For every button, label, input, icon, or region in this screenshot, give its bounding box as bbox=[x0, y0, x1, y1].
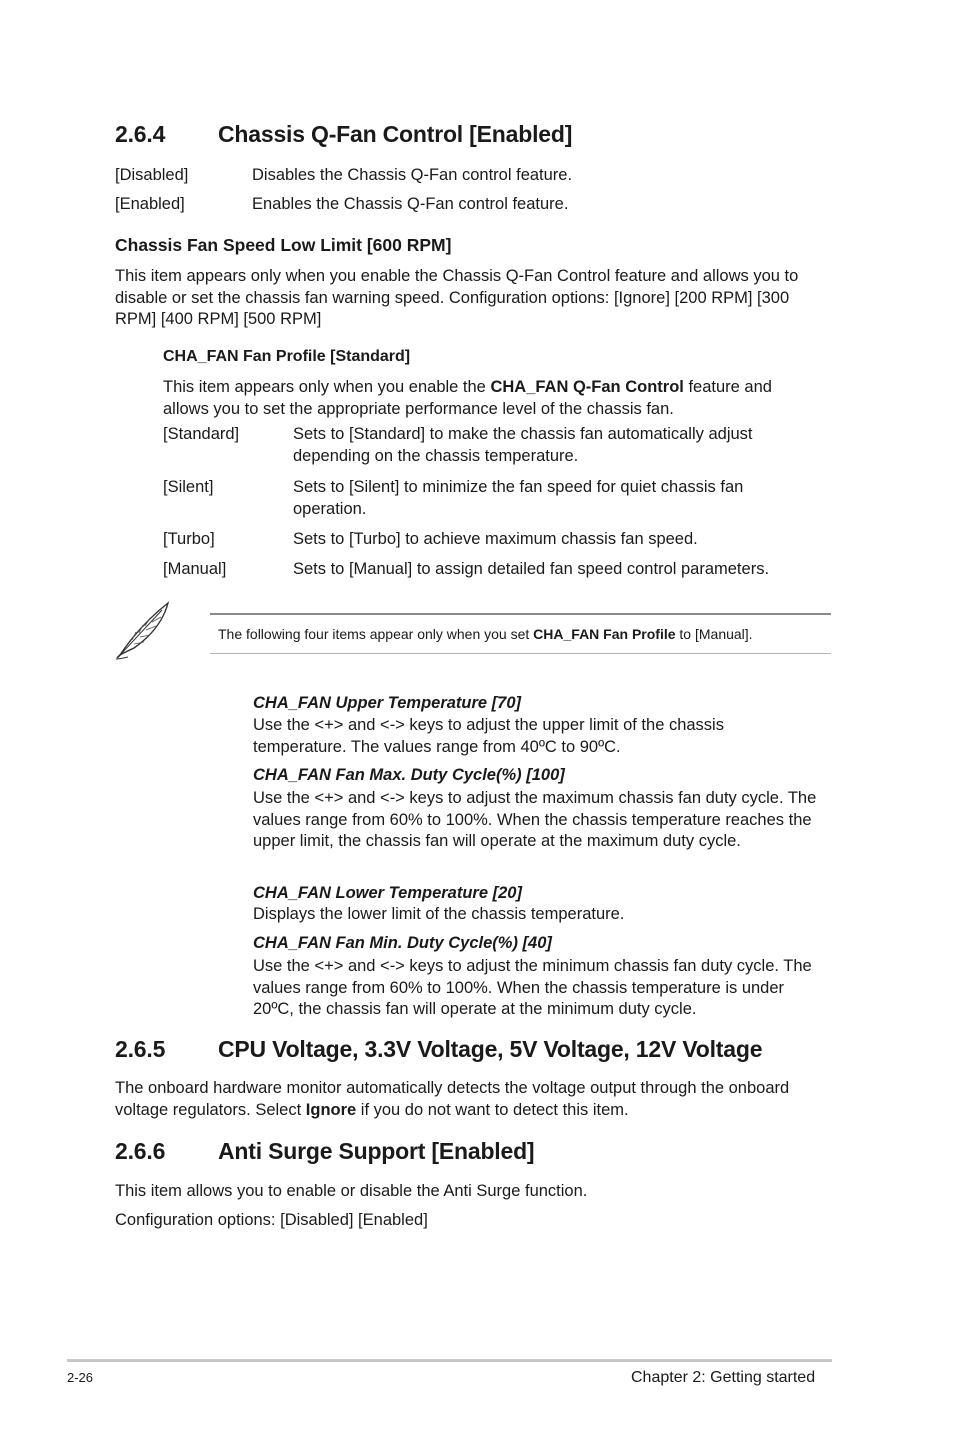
subsection-title-speed-limit: Chassis Fan Speed Low Limit [600 RPM] bbox=[115, 235, 452, 255]
note-bottom-rule bbox=[210, 653, 831, 654]
section-heading-2-6-4 bbox=[115, 121, 835, 151]
section-heading-2-6-6 bbox=[115, 1138, 835, 1168]
page-number: 2-26 bbox=[67, 1370, 94, 1385]
chapter-label: Chapter 2: Getting started bbox=[631, 1369, 816, 1386]
section-number: 2.6.6 bbox=[115, 1138, 166, 1164]
bold-term: Ignore bbox=[305, 1100, 357, 1119]
section-title: Anti Surge Support [Enabled] bbox=[218, 1138, 535, 1164]
option-desc-standard: Sets to [Standard] to make the chassis fan automatically adjust depending on the chassis temperature. bbox=[293, 425, 753, 465]
section-number: 2.6.4 bbox=[115, 121, 166, 147]
subsection-title-fan-profile: CHA_FAN Fan Profile [Standard] bbox=[163, 348, 411, 365]
option-desc-manual: Sets to [Manual] to assign detailed fan speed control parameters. bbox=[293, 560, 770, 578]
paragraph-fan-profile: This item appears only when you enable the CHA_FAN Q-Fan Control feature and allows you to set the appropriate performance level of the chassis fan. bbox=[163, 378, 772, 418]
item-desc-upper-temp: Use the <+> and <-> keys to adjust the upper limit of the chassis temperature. The values range from 40ºC to 90ºC. bbox=[253, 716, 724, 756]
note-text: The following four items appear only when you set CHA_FAN Fan Profile to [Manual]. bbox=[218, 626, 753, 642]
option-desc-enabled: Enables the Chassis Q-Fan control feature. bbox=[252, 195, 569, 213]
option-desc-disabled: Disables the Chassis Q-Fan control feature. bbox=[252, 166, 573, 184]
section-title: Chassis Q-Fan Control [Enabled] bbox=[218, 121, 573, 147]
item-desc-lower-temp: Displays the lower limit of the chassis temperature. bbox=[253, 905, 625, 923]
section-title: CPU Voltage, 3.3V Voltage, 5V Voltage, 12V Voltage bbox=[218, 1036, 763, 1062]
option-label-turbo: [Turbo] bbox=[163, 530, 215, 548]
section-heading-2-6-5 bbox=[115, 1036, 835, 1066]
option-desc-turbo: Sets to [Turbo] to achieve maximum chassis fan speed. bbox=[293, 530, 698, 548]
option-label-standard: [Standard] bbox=[163, 425, 240, 443]
option-label-disabled: [Disabled] bbox=[115, 166, 189, 184]
paragraph-speed-limit: This item appears only when you enable the Chassis Q-Fan Control feature and allows you to disable or set the chassis fan warning speed. Configuration options: [Ignore] [200 RPM] [300 RPM] [400 RPM] [500 RPM] bbox=[115, 267, 799, 328]
option-label-manual: [Manual] bbox=[163, 560, 227, 578]
option-label-silent: [Silent] bbox=[163, 478, 214, 496]
option-desc-silent: Sets to [Silent] to minimize the fan speed for quiet chassis fan operation. bbox=[293, 478, 744, 518]
paragraph-voltage: The onboard hardware monitor automatically detects the voltage output through the onboard voltage regulators. Select Ignore if you do not want to detect this item. bbox=[115, 1079, 790, 1119]
item-title-min-duty: CHA_FAN Fan Min. Duty Cycle(%) [40] bbox=[253, 934, 552, 952]
paragraph-anti-surge: This item allows you to enable or disable the Anti Surge function. bbox=[115, 1182, 588, 1200]
note-top-rule bbox=[210, 613, 831, 615]
item-desc-max-duty: Use the <+> and <-> keys to adjust the maximum chassis fan duty cycle. The values range from 60% to 100%. When the chassis temperature reaches the upper limit, the chassis fan will operate at the maximum duty cycle. bbox=[253, 789, 817, 850]
item-title-upper-temp: CHA_FAN Upper Temperature [70] bbox=[253, 694, 522, 712]
item-title-lower-temp: CHA_FAN Lower Temperature [20] bbox=[253, 884, 522, 902]
bold-term: CHA_FAN Q-Fan Control bbox=[490, 378, 684, 396]
bold-term: CHA_FAN Fan Profile bbox=[533, 626, 676, 642]
feather-pen-icon bbox=[114, 600, 172, 660]
footer-rule bbox=[67, 1359, 832, 1362]
item-desc-min-duty: Use the <+> and <-> keys to adjust the minimum chassis fan duty cycle. The values range from 60% to 100%. When the chassis temperature is under 20ºC, the chassis fan will operate at the minimum duty cycle. bbox=[253, 957, 812, 1018]
paragraph-config-options: Configuration options: [Disabled] [Enabled] bbox=[115, 1211, 428, 1229]
item-title-max-duty: CHA_FAN Fan Max. Duty Cycle(%) [100] bbox=[253, 766, 565, 784]
option-label-enabled: [Enabled] bbox=[115, 195, 185, 213]
section-number: 2.6.5 bbox=[115, 1036, 166, 1062]
